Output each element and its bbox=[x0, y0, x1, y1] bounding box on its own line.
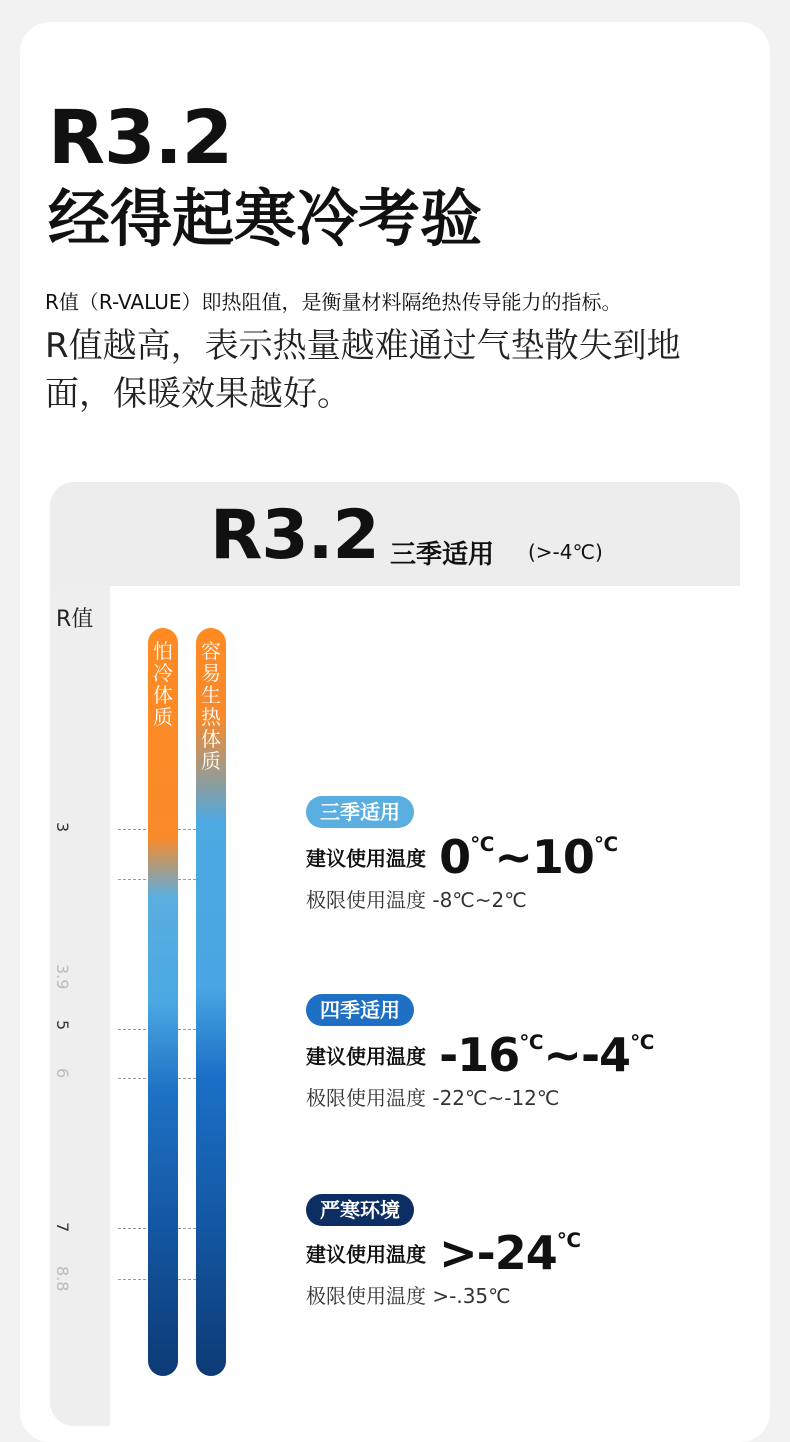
tick-5: 5 bbox=[53, 1020, 72, 1031]
zone-recommended bbox=[306, 1028, 654, 1082]
zone-badge-four-season: 四季适用 bbox=[306, 994, 414, 1026]
tick-6: 6 bbox=[53, 1068, 72, 1079]
panel-season: 三季适用 bbox=[390, 540, 495, 570]
rec-label: 建议使用温度 bbox=[306, 846, 426, 871]
zone-badge-extreme-cold: 严寒环境 bbox=[306, 1194, 414, 1226]
rec-min: -16 bbox=[439, 1028, 520, 1082]
axis-column bbox=[50, 586, 110, 1426]
rec-value bbox=[439, 830, 618, 884]
hero-headline: 经得起寒冷考验 bbox=[48, 182, 483, 255]
rec-min: 0 bbox=[439, 830, 471, 884]
zone-recommended bbox=[306, 1226, 581, 1280]
r-value-panel bbox=[50, 482, 740, 1426]
zone-limit: 极限使用温度 -8℃~2℃ bbox=[306, 888, 527, 912]
rec-max: ~-4 bbox=[543, 1028, 631, 1082]
zone-limit: 极限使用温度 >-.35℃ bbox=[306, 1284, 511, 1308]
rec-unit: ℃ bbox=[630, 1030, 655, 1054]
rec-value bbox=[439, 1028, 654, 1082]
bar-label-text: 怕 冷 体 质 bbox=[153, 639, 173, 729]
rec-unit: ℃ bbox=[519, 1030, 544, 1054]
hero-title bbox=[48, 95, 483, 255]
rec-max: ~10 bbox=[494, 830, 594, 884]
zone-badge-three-season: 三季适用 bbox=[306, 796, 414, 828]
rec-unit: ℃ bbox=[593, 832, 619, 856]
rec-unit: ℃ bbox=[556, 1228, 581, 1252]
bar-label bbox=[148, 640, 178, 728]
zone-limit: 极限使用温度 -22℃~-12℃ bbox=[306, 1086, 560, 1110]
panel-r-value: R3.2 bbox=[210, 496, 379, 575]
rec-label: 建议使用温度 bbox=[306, 1242, 426, 1267]
tick-7: 7 bbox=[53, 1222, 72, 1233]
bar-heat-generating bbox=[196, 628, 226, 1376]
zone-recommended bbox=[306, 830, 618, 884]
tick-8-8: 8.8 bbox=[53, 1266, 72, 1292]
bar-cold-sensitive bbox=[148, 628, 178, 1376]
panel-header bbox=[50, 482, 740, 586]
bar-label-text: 容 易 生 热 体 质 bbox=[201, 639, 221, 773]
description-big: R值越高，表示热量越难通过气垫散失到地面，保暖效果越好。 bbox=[45, 326, 681, 414]
bar-label bbox=[196, 640, 226, 772]
rec-min: >-24 bbox=[439, 1226, 557, 1280]
tick-3-9: 3.9 bbox=[53, 964, 72, 990]
rec-value bbox=[439, 1226, 581, 1280]
rec-unit: ℃ bbox=[470, 832, 495, 856]
rec-label: 建议使用温度 bbox=[306, 1044, 426, 1069]
hero-r-value: R3.2 bbox=[48, 95, 233, 181]
tick-3: 3 bbox=[53, 822, 72, 833]
axis-title: R值 bbox=[56, 607, 94, 632]
description-small: R值（R-VALUE）即热阻值，是衡量材料隔绝热传导能力的指标。 bbox=[45, 290, 622, 314]
panel-range: (>-4℃) bbox=[528, 540, 603, 564]
